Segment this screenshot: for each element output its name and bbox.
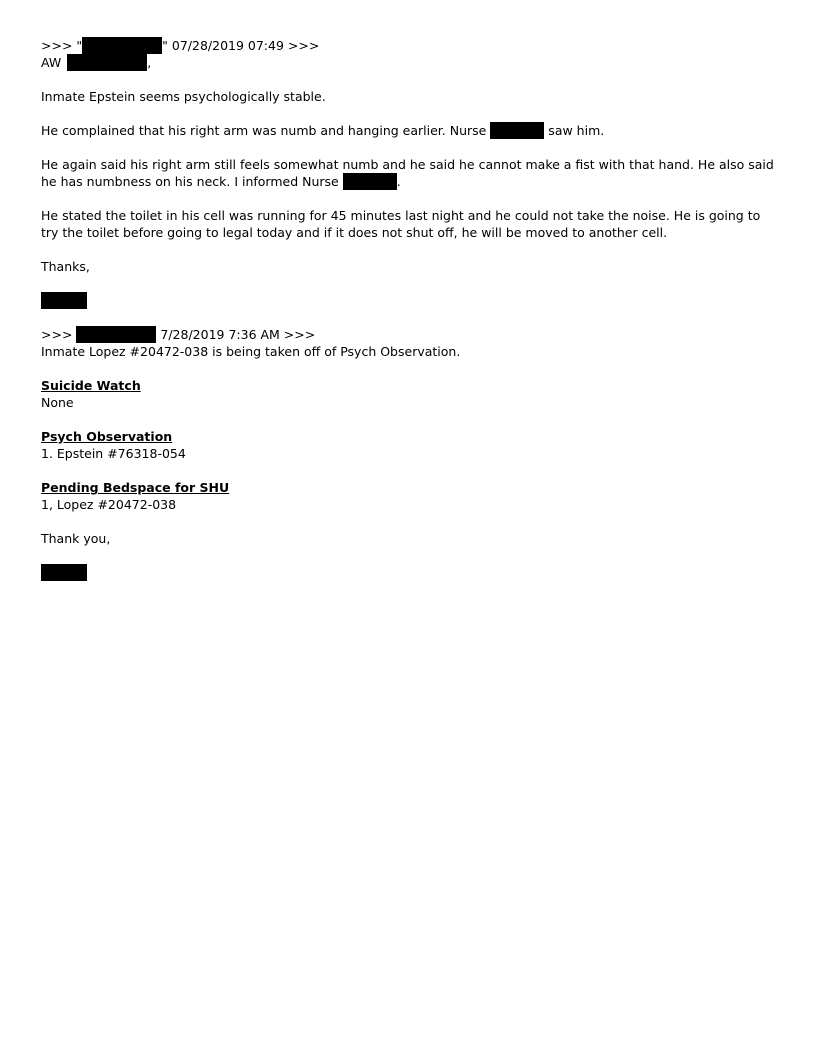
section-body-psych-observation: 1. Epstein #76318-054	[41, 446, 186, 461]
message2-intro: Inmate Lopez #20472-038 is being taken off of Psych Observation.	[41, 344, 461, 359]
section-heading-pending-bedspace: Pending Bedspace for SHU	[41, 480, 230, 495]
redaction-recipient	[67, 54, 147, 71]
closing-2: Thank you,	[41, 531, 111, 546]
header-suffix: 7/28/2019 7:36 AM >>>	[156, 327, 316, 342]
redaction-sender-2	[76, 326, 156, 343]
p3-text-after: .	[396, 174, 401, 189]
salutation-suffix: ,	[147, 55, 152, 70]
salutation	[41, 54, 781, 71]
message2-header	[41, 326, 781, 343]
paragraph-2	[41, 122, 781, 139]
salutation-prefix: AW	[41, 55, 62, 70]
section-heading-suicide-watch: Suicide Watch	[41, 378, 141, 393]
p2-text-before: He complained that his right arm was numb and hanging earlier. Nurse	[41, 123, 491, 138]
paragraph-3	[41, 156, 781, 190]
header-suffix: " 07/28/2019 07:49 >>>	[162, 38, 320, 53]
section-body-pending-bedspace: 1, Lopez #20472-038	[41, 497, 177, 512]
p2-text-after: saw him.	[544, 123, 605, 138]
section-body-suicide-watch: None	[41, 395, 74, 410]
document	[41, 37, 781, 581]
header-prefix: >>> "	[41, 38, 83, 53]
redaction-signature-2	[41, 564, 87, 581]
section-heading-psych-observation: Psych Observation	[41, 429, 173, 444]
redaction-sender	[82, 37, 162, 54]
redaction-nurse-1	[490, 122, 544, 139]
redaction-signature-1	[41, 292, 87, 309]
closing-1: Thanks,	[41, 259, 90, 274]
header-prefix: >>>	[41, 327, 77, 342]
redaction-nurse-2	[343, 173, 397, 190]
message1-header	[41, 37, 781, 54]
paragraph-4: He stated the toilet in his cell was running for 45 minutes last night and he could not take the noise. He is going to try the toilet before going to legal today and if it does not shut off, he will be moved to another cell.	[41, 208, 761, 240]
paragraph-1: Inmate Epstein seems psychologically stable.	[41, 89, 326, 104]
p3-text-before: He again said his right arm still feels somewhat numb and he said he cannot make a fist with that hand. He also said he has numbness on his neck. I informed Nurse	[41, 157, 774, 189]
